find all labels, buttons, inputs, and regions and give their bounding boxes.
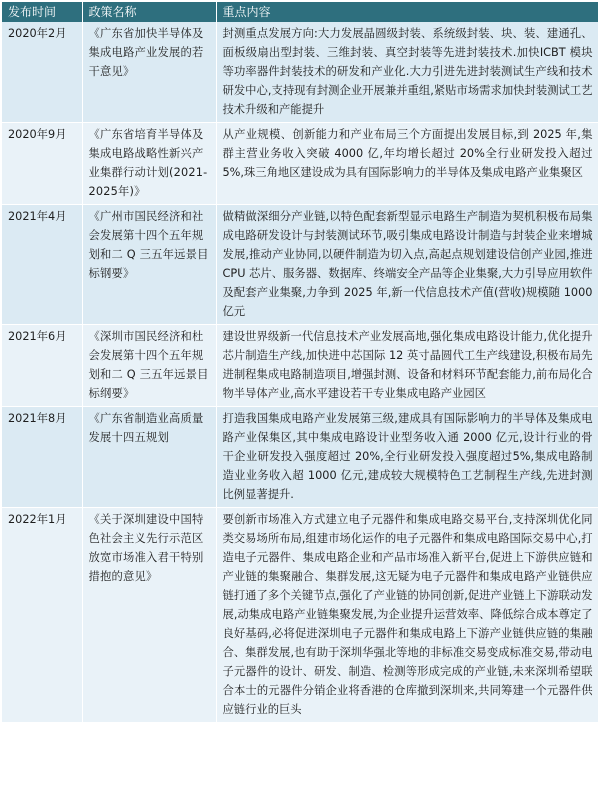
header-content: 重点内容 <box>216 2 598 22</box>
row-content: 打造我国集成电路产业发展第三级,建成具有国际影响力的半导体及集成电路产业保集区,其中集成电路设计业型务收入通 2000 亿元,设计行业的骨干企业研发投入强度超过 20%,全行业研发投入强度超过5%,集成电路制造业业务收入超 1000 亿元,建成较大规模特色工艺制程生产线,先进封测比例显著提升. <box>216 407 598 508</box>
row-date: 2020年2月 <box>2 22 82 123</box>
row-policy-name: 《广东省制造业高质量发展十四五规划 <box>82 407 216 508</box>
table-row <box>2 407 598 508</box>
row-date: 2022年1月 <box>2 508 82 723</box>
row-date: 2021年6月 <box>2 325 82 407</box>
row-content: 做精做深细分产业链,以特色配套新型显示电路生产制造为契机积极布局集成电路研发设计与封装测试环节,吸引集成电路设计制造与封装企业来增城发展,推动产业协同,以硬件制造为切入点,高起点规划建设信创产业园,推进 CPU 芯片、服务器、数据库、终端安全产品等企业集聚,大力引导应用软件及配套产业集聚,力争到 2025 年,新一代信息技术产值(营收)规模随 1000 亿元 <box>216 205 598 325</box>
row-date: 2021年4月 <box>2 205 82 325</box>
table-row <box>2 123 598 205</box>
header-date: 发布时间 <box>2 2 82 22</box>
table-header-row <box>2 2 598 22</box>
row-policy-name: 《关于深圳建设中国特色社会主义先行示范区放宽市场准入君干特别措抱的意见》 <box>82 508 216 723</box>
table-row <box>2 508 598 723</box>
row-policy-name: 《广东省培育半导体及集成电路战略性新兴产业集群行动计划(2021-2025年)》 <box>82 123 216 205</box>
row-content: 要创新市场准入方式建立电子元器件和集成电路交易平台,支持深圳优化同类交易场所布局,组建市场化运作的电子元器件和集成电路国际交易中心,打造电子元器件、集成电路企业和产品市场准入新平台,促进上下游供应链和产业链的集聚融合、集群发展,这无疑为电子元器件和集成电路产业链供应链打通了多个关键节点,强化了产业链的协同创新,促进产业链上下游联动发展,动集成电路产业链集聚发展,为企业提升运营效率、降低综合成本尊定了良好基码,必将促进深圳电子元器件和集成电路上下游产业链供应链的集融合、集群发展,也有助于深圳华强北等地的非标准交易变成标准交易,带动电子元器件的设计、研发、制造、检测等形成完成的产业链,未来深圳希望联合本士的元器件分销企业将香港的仓库撤到深圳来,共同筹建一个元器件供应链行业的巨头 <box>216 508 598 723</box>
row-date: 2020年9月 <box>2 123 82 205</box>
row-content: 封测重点发展方向:大力发展晶圆级封装、系统级封装、块、装、建通孔、面板级扇出型封装、三维封装、真空封装等先进封装技术.加快ICBT 模块等功率器件封装技术的研发和产业化.大力引进先进封装测试生产线和技术研发中心,支持现有封测企业开展兼并重组,紧贴市场需求加快封装测试工艺技术升级和产能提升 <box>216 22 598 123</box>
row-policy-name: 《深圳市国民经济和杜会发展第十四个五年规划和二 Q 三五年远景目标纲要》 <box>82 325 216 407</box>
header-name: 政策名称 <box>82 2 216 22</box>
row-content: 建设世界级新一代信息技术产业发展高地,强化集成电路设计能力,优化提升芯片制造生产线,加快进中芯国际 12 英寸晶圆代工生产线建设,积极布局先进制程集成电路制造项目,增强封测、设备和材料环节配套能力,前布局化合物半导体产业,高水平建设若干专业集成电路产业园区 <box>216 325 598 407</box>
row-date: 2021年8月 <box>2 407 82 508</box>
row-content: 从产业规模、创新能力和产业布局三个方面提出发展目标,到 2025 年,集群主营业务收入突破 4000 亿,年均增长超过 20%全行业研发投入超过 5%,珠三角地区建设成为具有国际影响力的半导体及集成电路产业集聚区 <box>216 123 598 205</box>
table-row <box>2 325 598 407</box>
table-row <box>2 22 598 123</box>
policy-table <box>2 2 599 723</box>
row-policy-name: 《广东省加快半导体及集成电路产业发展的若干意见》 <box>82 22 216 123</box>
table-row <box>2 205 598 325</box>
row-policy-name: 《广州市国民经济和社会发展第十四个五年规划和二 Q 三五年远景目标钢要》 <box>82 205 216 325</box>
